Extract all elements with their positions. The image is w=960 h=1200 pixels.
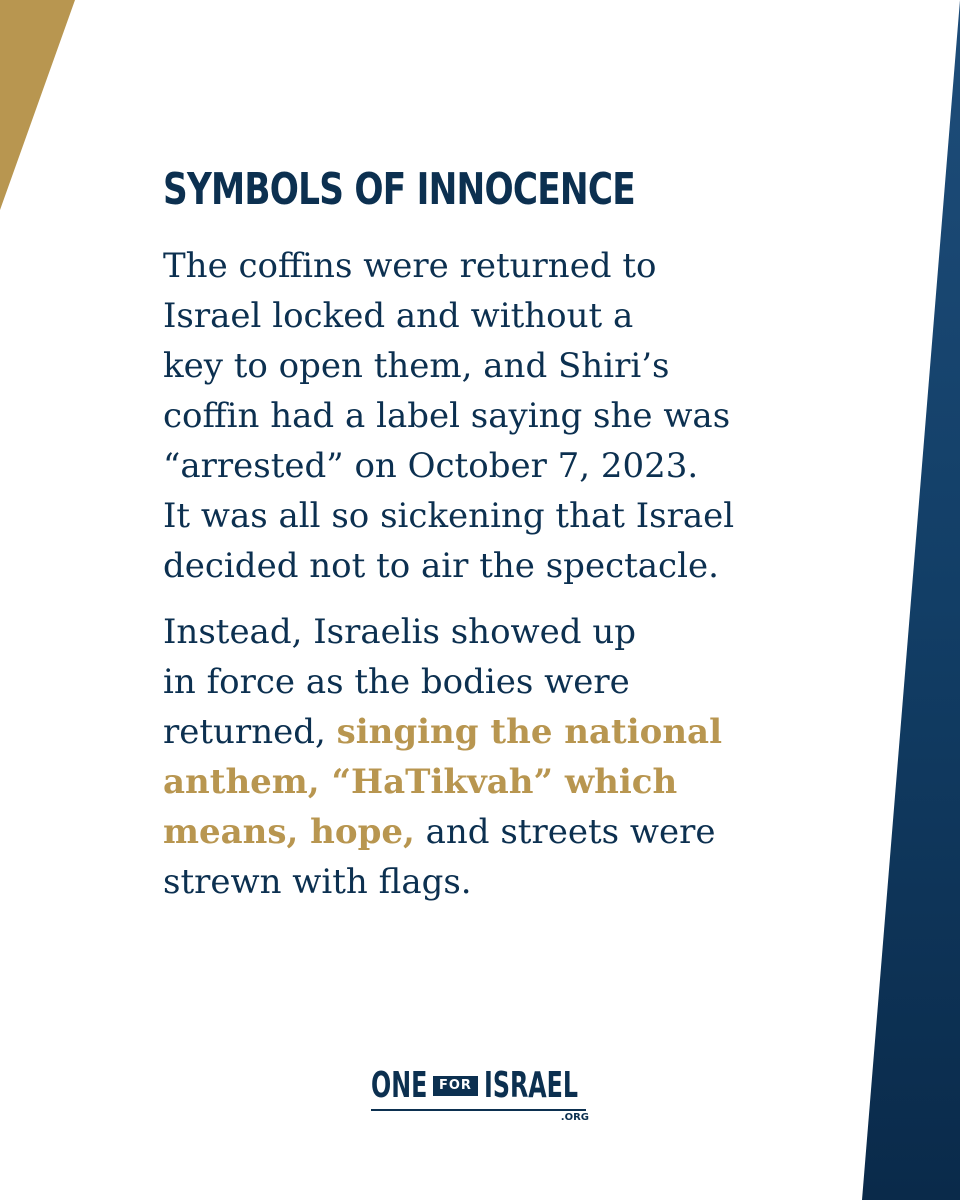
paragraph-1: [163, 241, 843, 591]
paragraph-2-line: [163, 807, 843, 857]
paragraph-2-line: Instead, Israelis showed up: [163, 612, 637, 652]
paragraph-1-line: The coffins were returned to: [163, 246, 657, 286]
one-for-israel-logo[interactable]: [371, 1066, 593, 1124]
logo-org-text: .ORG: [560, 1112, 589, 1123]
paragraph-1-line: Israel locked and without a: [163, 296, 634, 336]
highlight-text: anthem, “HaTikvah” which: [163, 762, 678, 802]
logo-israel-text: ISRAEL: [483, 1065, 578, 1106]
logo-underline: [371, 1109, 586, 1111]
logo-wordmark: [371, 1066, 626, 1106]
highlight-text: means, hope,: [163, 812, 415, 852]
page-heading: SYMBOLS OF INNOCENCE: [163, 164, 635, 215]
paragraph-2: [163, 607, 843, 907]
logo-for-badge: FOR: [433, 1076, 478, 1096]
paragraph-2-line: in force as the bodies were: [163, 662, 630, 702]
paragraph-1-line: coffin had a label saying she was: [163, 396, 731, 436]
paragraph-1-line: decided not to air the spectacle.: [163, 546, 719, 586]
paragraph-1-line: key to open them, and Shiri’s: [163, 346, 670, 386]
highlight-text: singing the national: [336, 712, 722, 752]
paragraph-1-line: It was all so sickening that Israel: [163, 496, 735, 536]
logo-one-text: ONE: [371, 1065, 428, 1106]
gold-corner-shape: [0, 0, 75, 210]
paragraph-2-line: strewn with flags.: [163, 862, 472, 902]
paragraph-2-text: returned,: [163, 712, 337, 752]
paragraph-2-line: [163, 707, 843, 757]
paragraph-2-text: and streets were: [414, 812, 716, 852]
navy-side-shape: [862, 0, 960, 1200]
paragraph-1-line: “arrested” on October 7, 2023.: [163, 446, 699, 486]
